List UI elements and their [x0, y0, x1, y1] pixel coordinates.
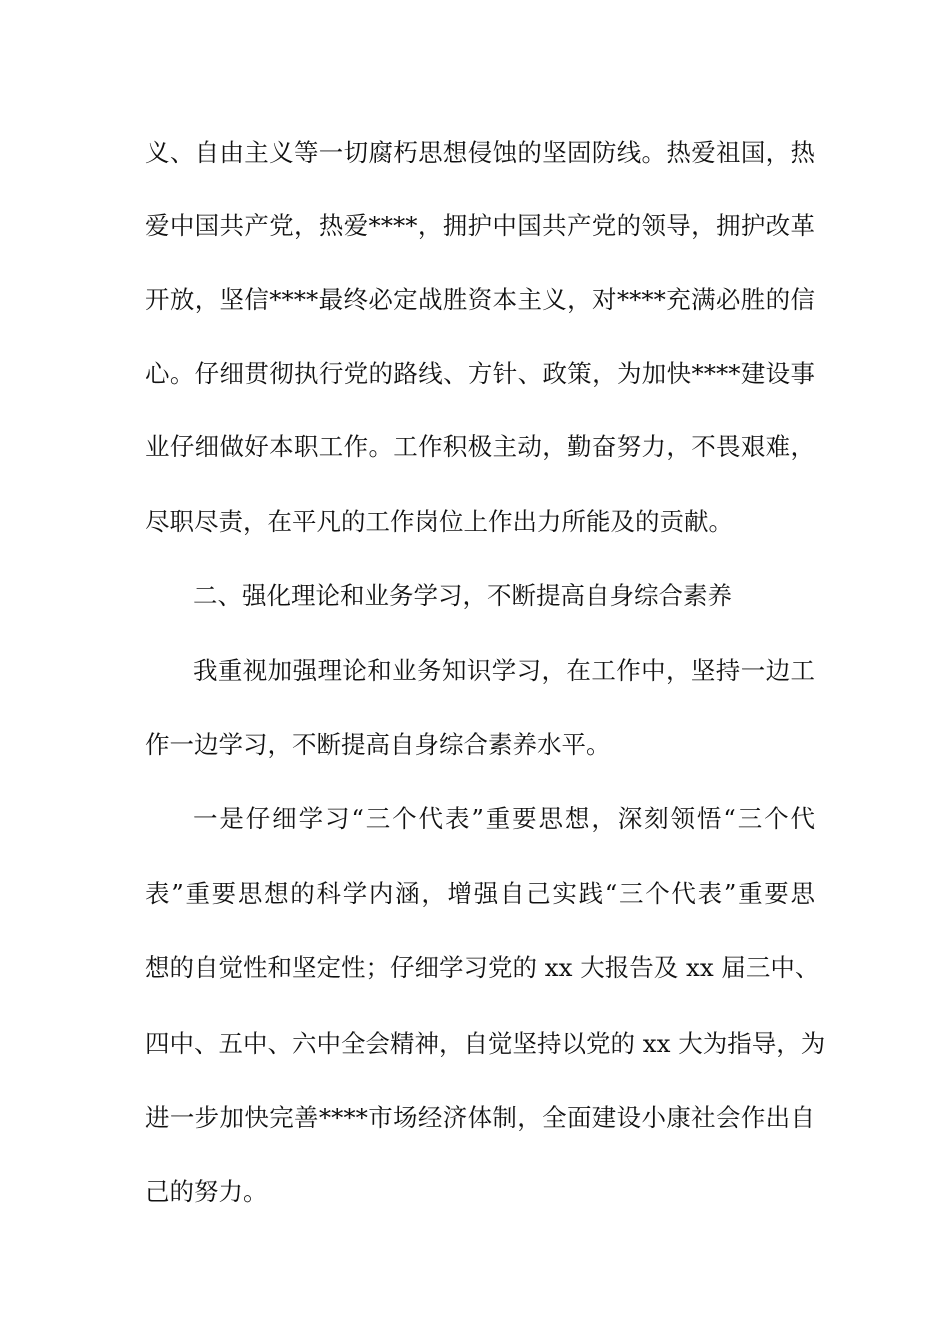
paragraph-line: 想的自觉性和坚定性；仔细学习党的 xx 大报告及 xx 届三中、	[145, 953, 820, 982]
paragraph-line: 业仔细做好本职工作。工作积极主动，勤奋努力，不畏艰难，	[145, 432, 815, 461]
paragraph-line: 开放，坚信****最终必定战胜资本主义，对****充满必胜的信	[145, 285, 815, 314]
paragraph-line: 爱中国共产党，热爱****，拥护中国共产党的领导，拥护改革	[145, 211, 815, 240]
paragraph-line: 心。仔细贯彻执行党的路线、方针、政策，为加快****建设事	[145, 359, 815, 388]
paragraph-line: 进一步加快完善****市场经济体制，全面建设小康社会作出自	[145, 1103, 815, 1132]
paragraph-line: 我重视加强理论和业务知识学习，在工作中，坚持一边工	[193, 656, 815, 685]
paragraph-line: 作一边学习，不断提高自身综合素养水平。	[145, 730, 611, 759]
paragraph-line: 一是仔细学习“三个代表”重要思想，深刻领悟“三个代	[193, 804, 815, 833]
paragraph-line: 表”重要思想的科学内涵，增强自己实践“三个代表”重要思	[145, 879, 815, 908]
paragraph-line: 义、自由主义等一切腐朽思想侵蚀的坚固防线。热爱祖国，热	[145, 138, 815, 167]
paragraph-line: 己的努力。	[145, 1177, 268, 1206]
paragraph-line: 尽职尽责，在平凡的工作岗位上作出力所能及的贡献。	[145, 507, 733, 536]
paragraph-line: 四中、五中、六中全会精神，自觉坚持以党的 xx 大为指导，为	[145, 1029, 826, 1058]
section-heading: 二、强化理论和业务学习，不断提高自身综合素养	[193, 581, 732, 610]
